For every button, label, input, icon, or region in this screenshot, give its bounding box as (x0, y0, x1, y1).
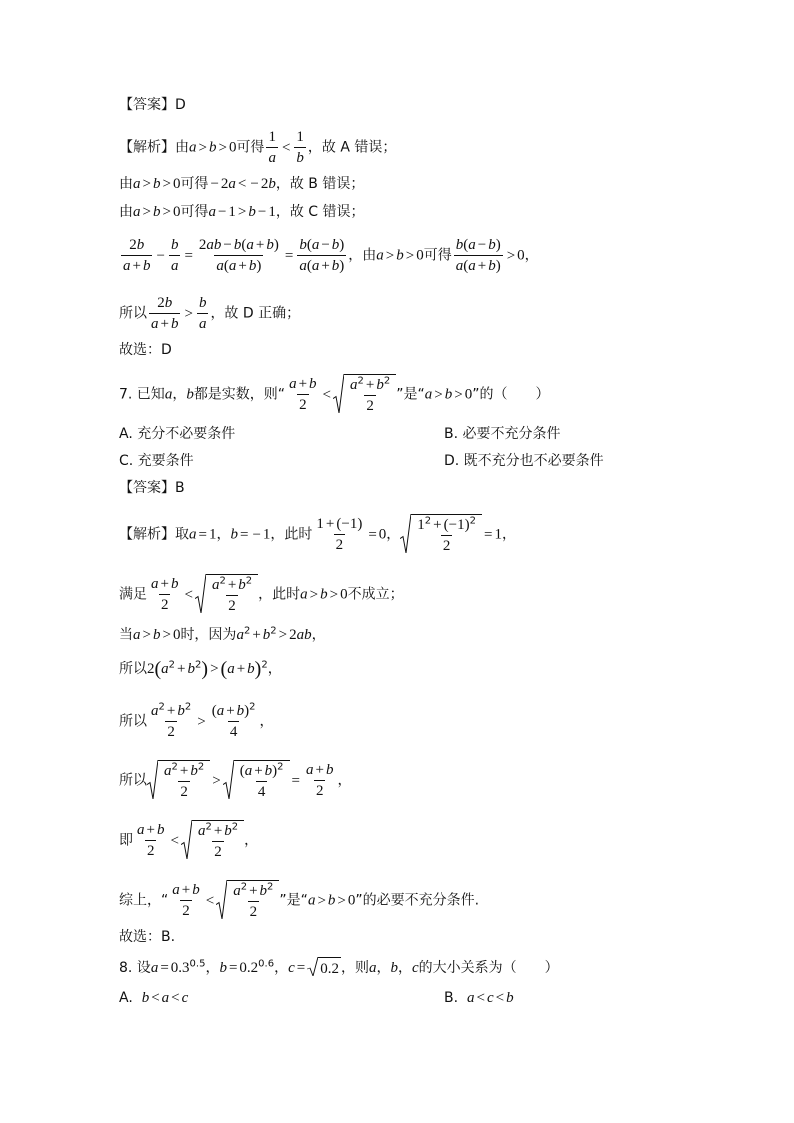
text: ， (397, 960, 412, 976)
option-label: B. (444, 990, 459, 1006)
analysis-line-q7-5: 所以 $\frac{a^2 + b^2}{2}$ > $\frac{(a + b)^2}{4}$ ， (119, 701, 274, 740)
text: ，故 D 正确； (210, 305, 301, 322)
text: 的大小关系为（ ） (418, 960, 559, 976)
answer-label: 【答案】 (119, 97, 175, 113)
fraction: $\frac{1}{b}$ (296, 129, 304, 166)
text: 所以 (119, 713, 147, 730)
fraction: $\frac{2b}{a + b}$ (123, 237, 151, 274)
fraction: $\frac{b}{a}$ (198, 295, 207, 332)
text: ， (386, 526, 401, 543)
text: 所以 (119, 305, 147, 322)
analysis-label: 【解析】 (119, 139, 175, 156)
fraction: $\frac{b(a - b)}{a(a + b)}$ (455, 237, 501, 274)
fraction: $\frac{(a + b)^2}{4}$ (211, 701, 256, 740)
text: ， (205, 960, 220, 976)
text: ， (267, 661, 282, 677)
option-b-q8[interactable]: B. a < c < b (444, 990, 514, 1006)
text: ， (172, 386, 187, 403)
text: ， (376, 960, 391, 976)
text: ，此时 (270, 526, 313, 543)
text: 都是实数，则“ (193, 386, 286, 403)
text: 7. 已知 (119, 386, 165, 403)
analysis-line-q6-4: $\frac{2b}{a + b}$ − $\frac{b}{a}$ = $\frac{2ab - b(a + b)}{a(a + b)}$ = $\frac{b(a - b)}{a(a + b)}$ ，由a > b > 0可得 $\frac{b(a - b)}{a(a + b)}$ > 0， (123, 237, 539, 274)
text: ， (259, 713, 274, 730)
analysis-line-q7-9: 故选：B. (119, 929, 176, 945)
answer-line-q7 (119, 478, 185, 498)
analysis-line-q7-8: 综上，“ $\frac{a + b}{2}$ < $\frac{a^2 + b^2}{2}$ ”是“a > b > 0”的必要不充分条件. (119, 881, 480, 920)
text: 即 (119, 832, 133, 849)
fraction: $\frac{a + b}{2}$ (289, 376, 317, 413)
analysis-line-q6-3: 由a > b > 0可得a − 1 > b − 1，故 C 错误； (119, 204, 365, 220)
text: 当 (119, 627, 133, 643)
text: ， (337, 772, 352, 789)
text: ”的必要不充分条件. (355, 892, 480, 909)
square-root: $\frac{a^2 + b^2}{2}$ (333, 374, 396, 415)
text: ，此时 (258, 586, 301, 603)
text: 时，因为 (180, 627, 237, 643)
answer-label: 【答案】 (119, 480, 175, 496)
answer-value: D (175, 97, 186, 113)
option-a[interactable]: A. 充分不必要条件 (119, 426, 236, 442)
fraction: $\frac{a + b}{2}$ (306, 762, 334, 799)
text: ，故 C 错误； (275, 204, 365, 220)
option-a-q8[interactable]: A. b < a < c (119, 990, 189, 1006)
option-c[interactable]: C. 充要条件 (119, 453, 194, 469)
text: 满足 (119, 586, 147, 603)
text: 所以 (119, 661, 147, 677)
fraction: $\frac{a^2 + b^2}{2}$ (151, 701, 192, 740)
fraction: $\frac{b(a - b)}{a(a + b)}$ (299, 237, 345, 274)
square-root: $\frac{(a + b)^2}{4}$ (223, 760, 290, 801)
text: ， (216, 526, 231, 543)
text: 由 (175, 139, 189, 156)
text: ”是“ (396, 386, 425, 403)
square-root: $\frac{a^2 + b^2}{2}$ (216, 880, 279, 921)
text: ”是“ (279, 892, 308, 909)
analysis-line-q6-5: 所以 $\frac{2b}{a + b}$ > $\frac{b}{a}$ ，故 D 正确； (119, 295, 301, 332)
text: ， (274, 960, 289, 976)
question-8-stem: 8. 设$a = 0.3^{0.5}$，$b = 0.2^{0.6}$，c = 0.2 ，则a，b，c的大小关系为（ ） (119, 958, 559, 977)
text: 由 (119, 204, 133, 220)
square-root: $\frac{1^2 + (-1)^2}{2}$ (400, 514, 482, 555)
text: 所以 (119, 772, 147, 789)
text: 可得 (423, 247, 452, 264)
fraction: $\frac{b}{a}$ (170, 237, 179, 274)
fraction: $\frac{a + b}{2}$ (137, 822, 165, 859)
text: 取 (175, 526, 189, 543)
analysis-line-q6-1: 【解析】由a > b > 0可得 $\frac{1}{a}$ < $\frac{1}{b}$ ，故 A 错误； (119, 129, 397, 166)
fraction: $\frac{1 + (-1)}{2}$ (316, 516, 363, 553)
answer-line-q6 (119, 95, 186, 115)
square-root: $\frac{a^2 + b^2}{2}$ (147, 760, 210, 801)
text: 由 (119, 176, 133, 192)
analysis-line-q7-7: 即 $\frac{a + b}{2}$ < $\frac{a^2 + b^2}{2}$ ， (119, 821, 259, 860)
text: ， (501, 526, 516, 543)
question-7-stem: 7. 已知a，b都是实数，则“ $\frac{a + b}{2}$ < $\frac{a^2 + b^2}{2}$ ”是“a > b > 0”的（ ） (119, 375, 550, 414)
text: ，故 A 错误； (307, 139, 397, 156)
answer-value: B (175, 480, 185, 496)
option-label: A. (119, 990, 133, 1006)
text: 可得 (236, 139, 265, 156)
text: 可得 (180, 176, 209, 192)
square-root: 0.2 (307, 957, 341, 979)
analysis-line-q7-1: 【解析】取a = 1，b = − 1，此时 $\frac{1 + (-1)}{2}$ = 0， $\frac{1^2 + (-1)^2}{2}$ = 1， (119, 515, 516, 554)
fraction: $\frac{2ab - b(a + b)}{a(a + b)}$ (198, 237, 279, 274)
analysis-line-q6-2: 由a > b > 0可得 − 2a < − 2b，故 B 错误； (119, 176, 365, 192)
analysis-line-q7-2: 满足 $\frac{a + b}{2}$ < $\frac{a^2 + b^2}{2}$ ，此时a > b > 0不成立； (119, 575, 404, 614)
analysis-line-q7-6: 所以 $\frac{a^2 + b^2}{2}$ > $\frac{(a + b)^2}{4}$ = $\frac{a + b}{2}$ ， (119, 761, 352, 800)
text: ， (311, 627, 326, 643)
text: ，则 (340, 960, 369, 976)
text: ”的（ ） (472, 386, 550, 403)
analysis-line-q6-6: 故选：D (119, 342, 172, 358)
text: ，故 B 错误； (275, 176, 365, 192)
fraction: $\frac{2b}{a + b}$ (151, 295, 179, 332)
text: ，由 (348, 247, 377, 264)
square-root: $\frac{a^2 + b^2}{2}$ (181, 820, 244, 861)
text: 8. 设 (119, 960, 151, 976)
analysis-line-q7-3: 当a > b > 0时，因为$a^2 + b^2 > 2ab$， (119, 625, 326, 643)
option-b[interactable]: B. 必要不充分条件 (444, 426, 561, 442)
fraction: $\frac{a + b}{2}$ (151, 576, 179, 613)
square-root: $\frac{a^2 + b^2}{2}$ (195, 574, 258, 615)
analysis-label: 【解析】 (119, 526, 175, 543)
text: 可得 (180, 204, 209, 220)
text: 不成立； (347, 586, 404, 603)
fraction: $\frac{1}{a}$ (268, 129, 276, 166)
text: 综上，“ (119, 892, 169, 909)
option-d[interactable]: D. 既不充分也不必要条件 (444, 453, 604, 469)
text: ， (524, 247, 539, 264)
text: ， (244, 832, 259, 849)
analysis-line-q7-4: 所以$2(a^2 + b^2) > (a + b)^2$， (119, 658, 282, 680)
fraction: $\frac{a + b}{2}$ (172, 882, 200, 919)
